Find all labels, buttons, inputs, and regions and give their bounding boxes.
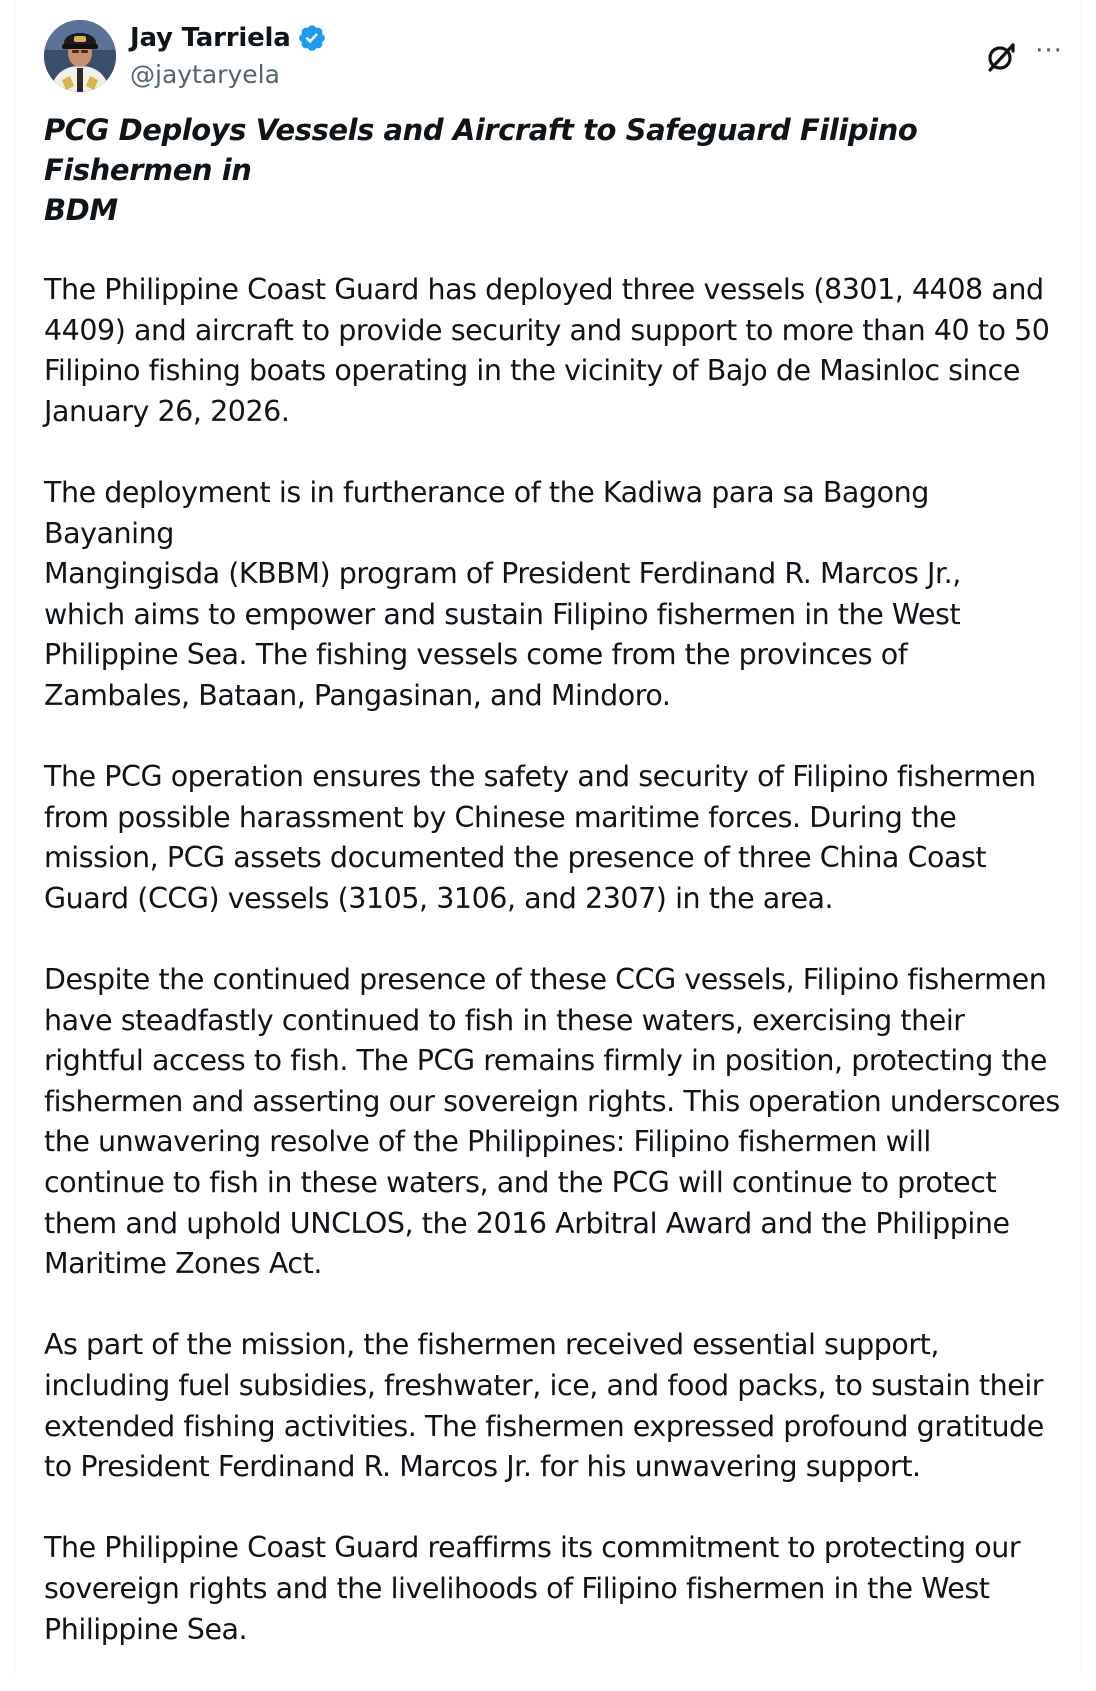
- post-paragraph-1: The Philippine Coast Guard has deployed three vessels (8301, 4408 and 4409) and aircraft to provide security and support to more than 40 to 50 Filipino fishing boats operating in the vicinity of Bajo de Masinloc since January 26, 2026.: [44, 273, 1050, 428]
- more-options-icon[interactable]: ···: [1035, 36, 1063, 66]
- post-paragraph-5: As part of the mission, the fishermen received essential support, including fuel subsidies, freshwater, ice, and food packs, to sustain their extended fishing activities. The fishermen expressed profound gratitude to President Ferdinand R. Marcos Jr. for his unwavering support.: [44, 1328, 1044, 1484]
- post-paragraph-6: The Philippine Coast Guard reaffirms its commitment to protecting our sovereign rights and the livelihoods of Filipino fishermen in the West Philippine Sea.: [44, 1531, 1021, 1646]
- avatar-portrait-icon: [44, 20, 116, 92]
- verified-badge-icon[interactable]: [297, 23, 327, 53]
- post-body: [44, 110, 1064, 1691]
- post-title: PCG Deploys Vessels and Aircraft to Safeguard Filipino Fishermen in BDM: [44, 113, 918, 227]
- avatar[interactable]: [44, 20, 116, 92]
- grok-icon[interactable]: [984, 40, 1018, 74]
- post-paragraph-3: The PCG operation ensures the safety and security of Filipino fishermen from possible harassment by Chinese maritime forces. During the mission, PCG assets documented the presence of three China Coast Guard (CCG) vessels (3105, 3106, and 2307) in the area.: [44, 760, 1036, 915]
- display-name[interactable]: Jay Tarriela: [130, 23, 291, 53]
- post-paragraph-2: The deployment is in furtherance of the Kadiwa para sa Bagong Bayaning Mangingisda (KBBM) program of President Ferdinand R. Marcos Jr., which aims to empower and sustain Filipino fishermen in the West Philippine Sea. The fishing vessels come from the provinces of Zambales, Bataan, Pangasinan, and Mindoro.: [44, 475, 961, 712]
- post-paragraph-4: Despite the continued presence of these CCG vessels, Filipino fishermen have steadfastly continued to fish in these waters, exercising their rightful access to fish. The PCG remains firmly in position, protecting the fishermen and asserting our sovereign rights. This operation underscores the unwavering resolve of the Philippines: Filipino fishermen will continue to fish in these waters, and the PCG will continue to protect them and uphold UNCLOS, the 2016 Arbitral Award and the Philippine Maritime Zones Act.: [44, 963, 1060, 1281]
- author-names: [130, 20, 327, 89]
- display-name-row[interactable]: [130, 20, 327, 56]
- post-header: [44, 18, 1064, 94]
- handle[interactable]: @jaytaryela: [130, 60, 280, 89]
